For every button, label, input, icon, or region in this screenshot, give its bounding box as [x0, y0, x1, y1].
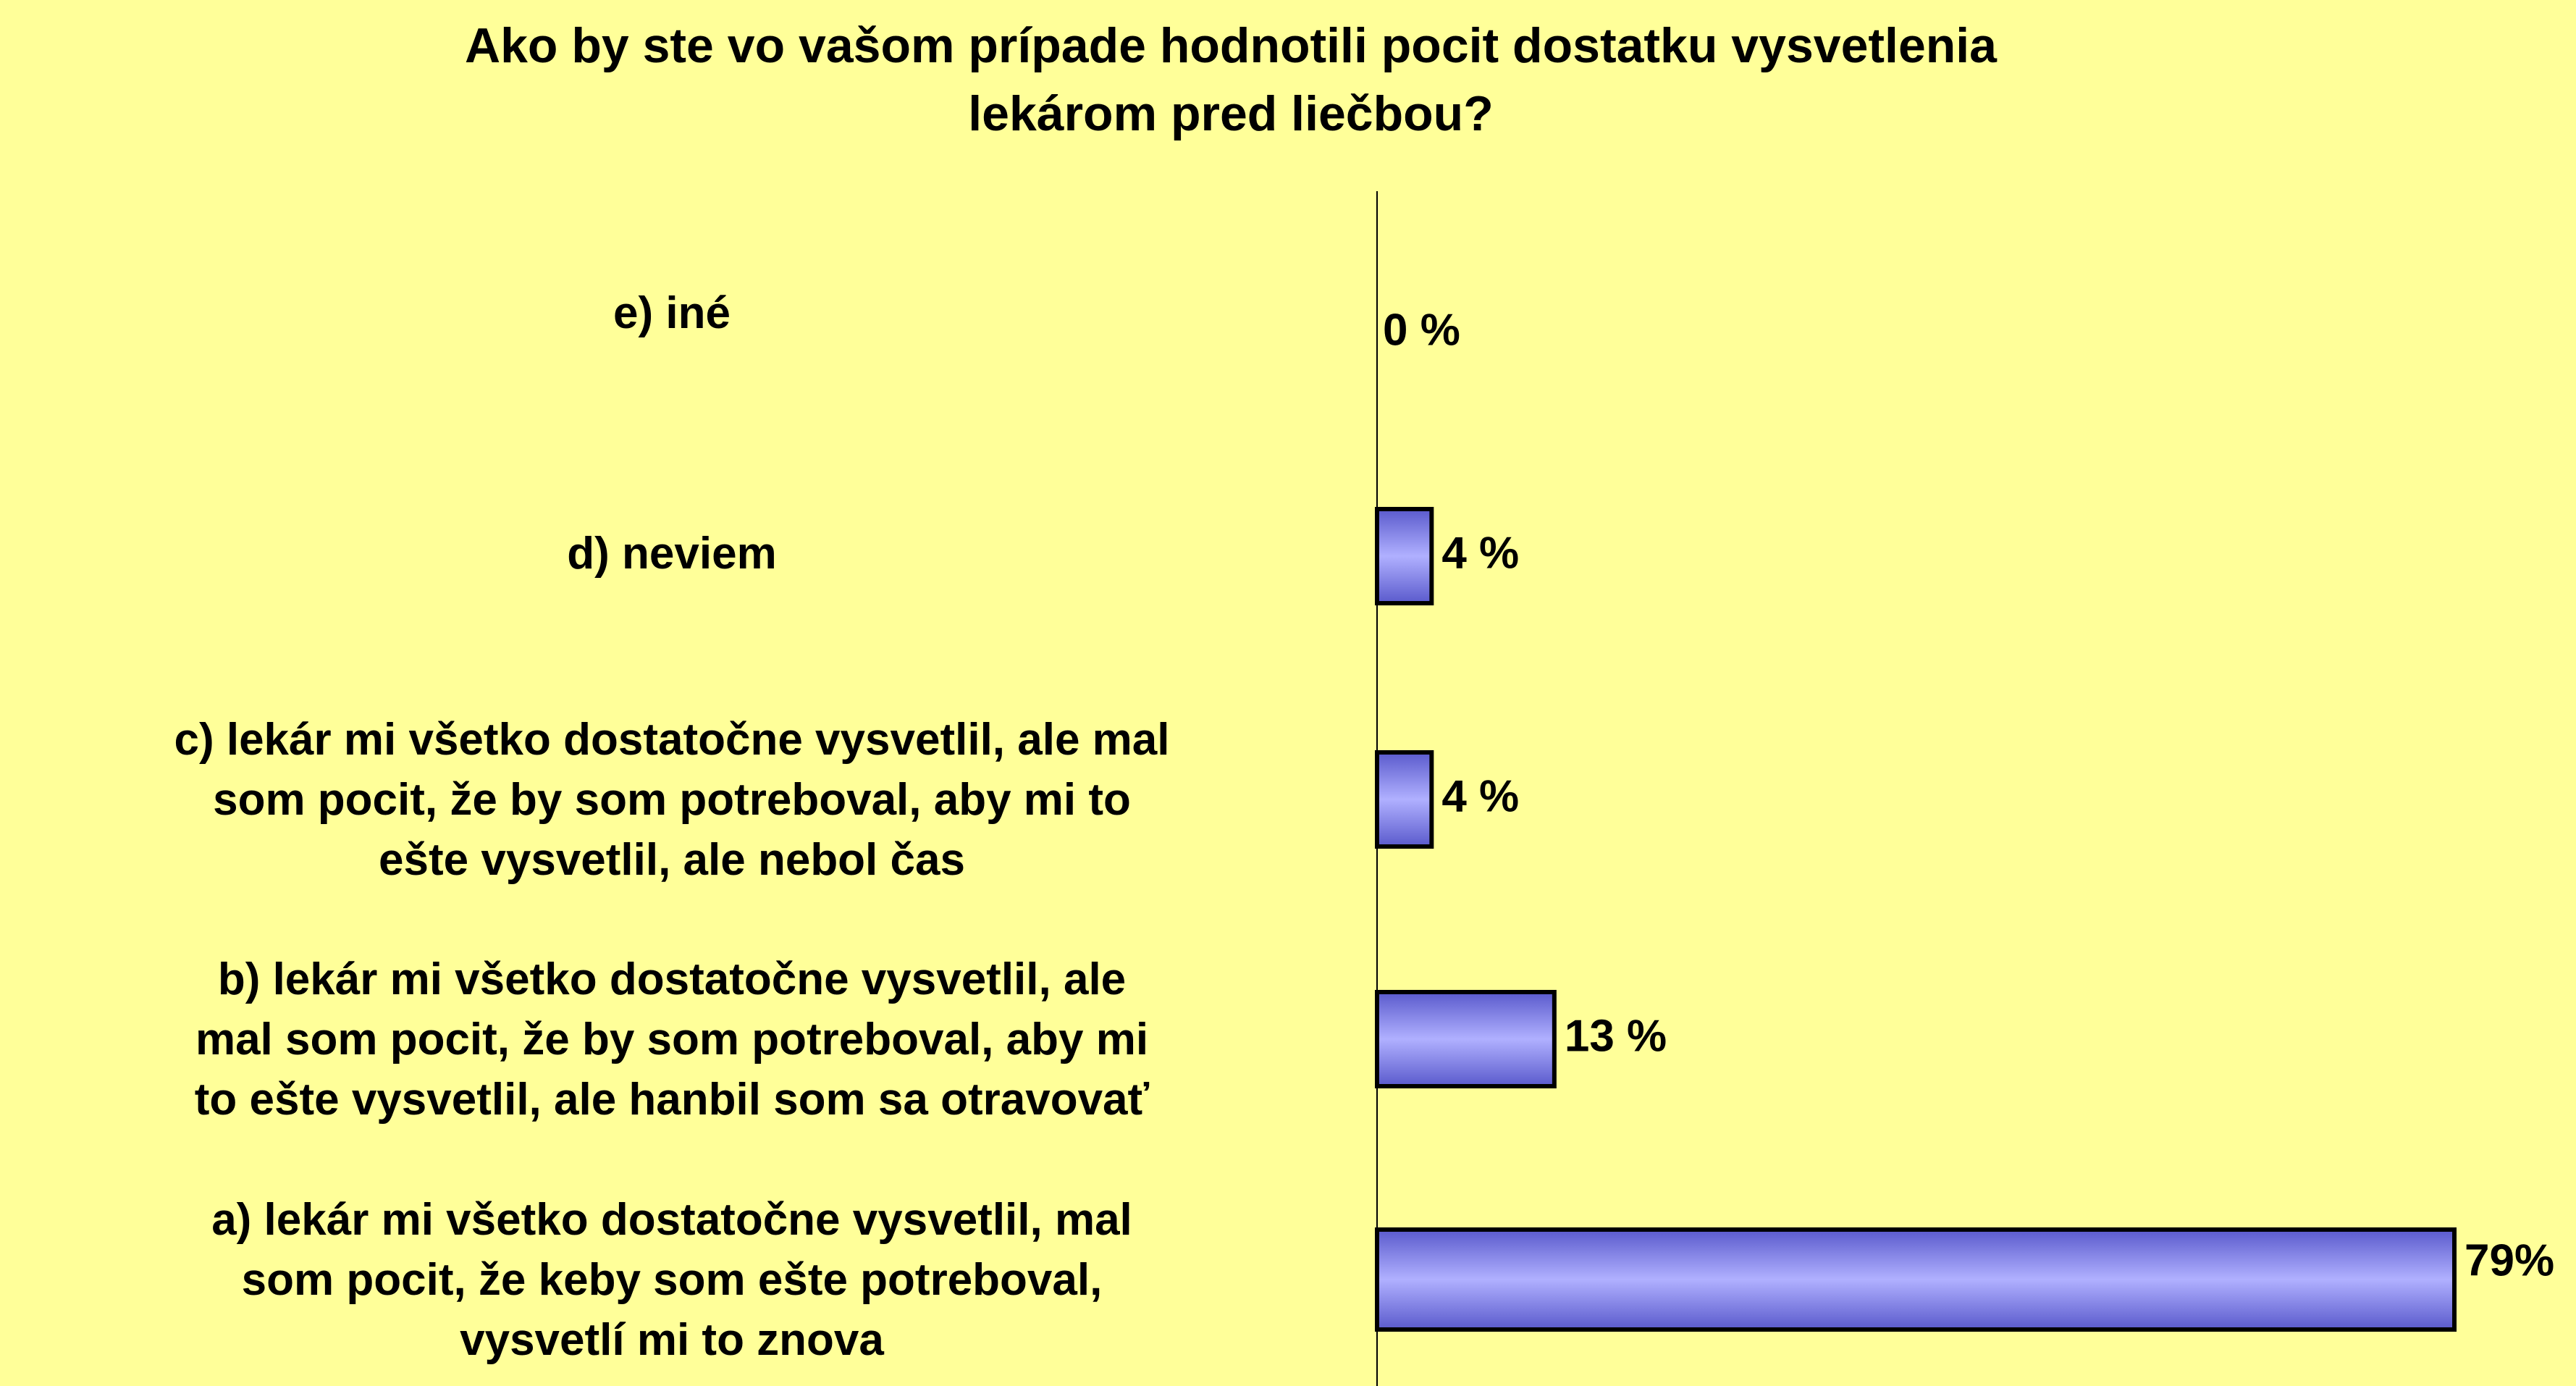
data-label-e: 0 % — [1383, 305, 1460, 356]
category-label-a-line-2: som pocit, že keby som ešte potreboval, — [241, 1254, 1103, 1305]
category-label-b-line-3: to ešte vysvetlil, ale hanbil som sa otravovať — [194, 1074, 1150, 1125]
data-label-b: 13 % — [1564, 1011, 1667, 1062]
category-label-c-line-2: som pocit, že by som potreboval, aby mi to — [213, 774, 1131, 825]
chart-title-line-1: Ako by ste vo vašom prípade hodnotili pocit dostatku vysvetlenia — [464, 18, 1998, 73]
category-label-d-line-1: d) neviem — [567, 528, 777, 579]
category-label-e-line-1: e) iné — [613, 287, 731, 338]
category-label-a-line-1: a) lekár mi všetko dostatočne vysvetlil, mal — [211, 1194, 1132, 1245]
bar-d — [1377, 509, 1431, 603]
bar-b — [1377, 992, 1554, 1086]
data-label-c: 4 % — [1441, 771, 1520, 822]
bar-c — [1377, 752, 1431, 847]
category-label-c-line-1: c) lekár mi všetko dostatočne vysvetlil, ale mal — [174, 714, 1170, 765]
chart-title-line-2: lekárom pred liečbou? — [968, 86, 1494, 141]
category-label-b-line-1: b) lekár mi všetko dostatočne vysvetlil, ale — [217, 954, 1127, 1004]
category-label-a-line-3: vysvetlí mi to znova — [460, 1314, 884, 1365]
data-label-a: 79% — [2465, 1235, 2555, 1286]
category-label-c-line-3: ešte vysvetlil, ale nebol čas — [379, 834, 965, 885]
data-label-d: 4 % — [1441, 528, 1520, 579]
bar-a — [1377, 1230, 2454, 1330]
category-label-b-line-2: mal som pocit, že by som potreboval, aby mi — [195, 1014, 1149, 1064]
data-labels — [1383, 305, 2554, 1285]
bar-series — [1377, 509, 2454, 1330]
